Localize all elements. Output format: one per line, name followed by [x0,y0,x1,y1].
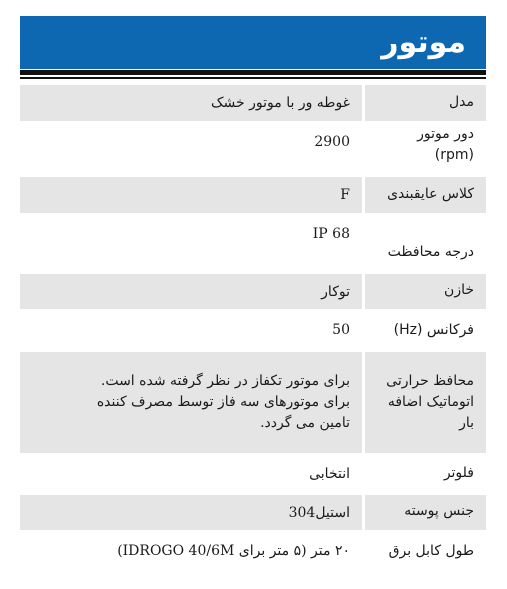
spec-value: 50 [20,312,362,349]
spec-row-insulation [20,177,486,213]
spec-label: مدل [362,85,486,121]
spec-value: انتخابی [20,456,362,492]
spec-value: 2900 [20,124,362,174]
spec-label: محافظ حرارتی اتوماتیک اضافه بار [362,352,486,453]
spec-value: غوطه ور با موتور خشک [20,85,362,121]
spec-label: فلوتر [362,456,486,492]
spec-label: دور موتور (rpm) [362,124,486,174]
spec-label: طول کابل برق [362,533,486,570]
spec-value: برای موتور تکفاز در نظر گرفته شده است. برای موتورهای سه فاز توسط مصرف کننده تامین می گردد. [20,352,362,453]
section-header [20,16,486,69]
header-rule-thick [20,70,486,75]
section-title: موتور [381,24,466,60]
spec-value: IP 68 [20,216,362,271]
spec-row-frequency [20,312,486,349]
header-rule-thin [20,77,486,79]
spec-row-cable [20,533,486,570]
spec-row-capacitor [20,274,486,309]
spec-row-protection [20,216,486,271]
spec-value: ۲۰ متر (۵ متر برای IDROGO 40/6M) [20,533,362,570]
spec-row-model [20,85,486,121]
spec-label: خازن [362,274,486,309]
spec-label: کلاس عایقبندی [362,177,486,213]
spec-label: جنس پوسته [362,495,486,530]
spec-value: استیل304 [20,495,362,530]
spec-value: F [20,177,362,213]
spec-row-housing [20,495,486,530]
spec-row-speed [20,124,486,174]
spec-value: توکار [20,274,362,309]
spec-label: فرکانس (Hz) [362,312,486,349]
spec-row-thermal [20,352,486,453]
spec-table [20,82,486,573]
spec-label: درجه محافظت [362,216,486,271]
spec-row-float [20,456,486,492]
